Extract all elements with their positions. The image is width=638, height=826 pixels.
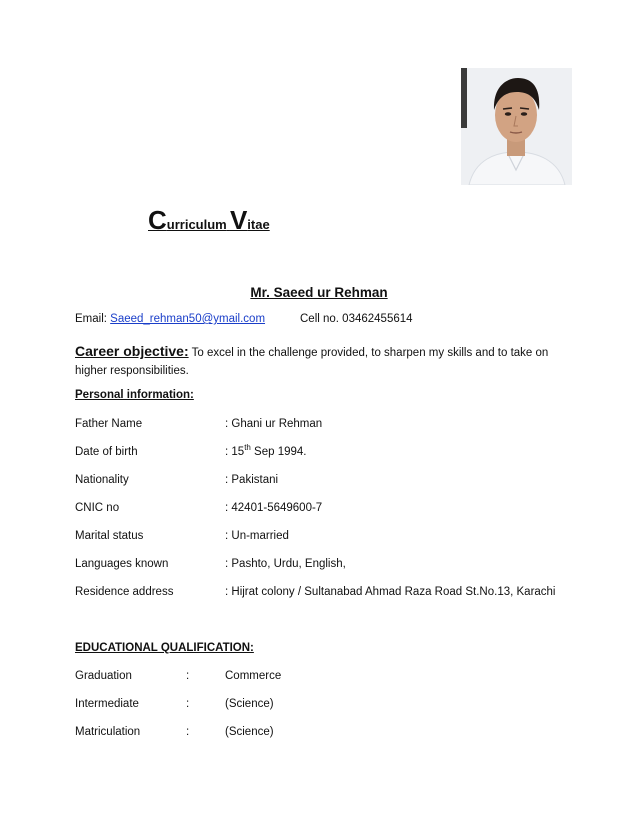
residence-value: : Hijrat colony / Sultanabad Ahmad Raza Road St.No.13, Karachi [225,586,556,598]
dob-day: : 15 [225,446,245,458]
email-line [75,313,265,325]
title-rest-vitae: itae [247,217,270,232]
dob-value [225,443,307,458]
cell-number: Cell no. 03462455614 [300,313,413,325]
graduation-value: Commerce [225,670,282,682]
document-title [148,205,270,236]
title-rest-curriculum: urriculum [166,217,227,232]
marital-status-value: : Un-married [225,530,289,542]
father-name-label: Father Name [75,418,143,430]
dob-label: Date of birth [75,446,138,458]
intermediate-colon: : [186,698,190,710]
marital-status-label: Marital status [75,530,144,542]
graduation-label: Graduation [75,670,132,682]
nationality-label: Nationality [75,474,129,486]
matriculation-colon: : [186,726,190,738]
dob-month-year: Sep 1994. [250,446,307,458]
title-initial-v: V [229,205,248,235]
intermediate-label: Intermediate [75,698,139,710]
languages-value: : Pashto, Urdu, English, [225,558,346,570]
email-link[interactable]: Saeed_rehman50@ymail.com [110,313,266,325]
matriculation-label: Matriculation [75,726,141,738]
profile-photo [461,68,572,185]
matriculation-value: (Science) [225,726,274,738]
career-objective [75,342,555,380]
residence-label: Residence address [75,586,174,598]
graduation-colon: : [186,670,190,682]
title-initial-c: C [148,205,167,235]
email-label: Email: [75,313,107,325]
dob-suffix: th [244,443,251,453]
career-objective-text: To excel in the challenge provided, to sharpen my skills and to take on higher responsibilities. [75,347,549,377]
candidate-name: Mr. Saeed ur Rehman [250,285,388,300]
languages-label: Languages known [75,558,169,570]
cnic-value: : 42401-5649600-7 [225,502,323,514]
personal-info-heading: Personal information: [75,389,194,401]
intermediate-value: (Science) [225,698,274,710]
career-objective-heading: Career objective: [75,343,189,359]
education-heading: EDUCATIONAL QUALIFICATION: [75,642,254,654]
father-name-value: : Ghani ur Rehman [225,418,323,430]
cnic-label: CNIC no [75,502,120,514]
nationality-value: : Pakistani [225,474,279,486]
